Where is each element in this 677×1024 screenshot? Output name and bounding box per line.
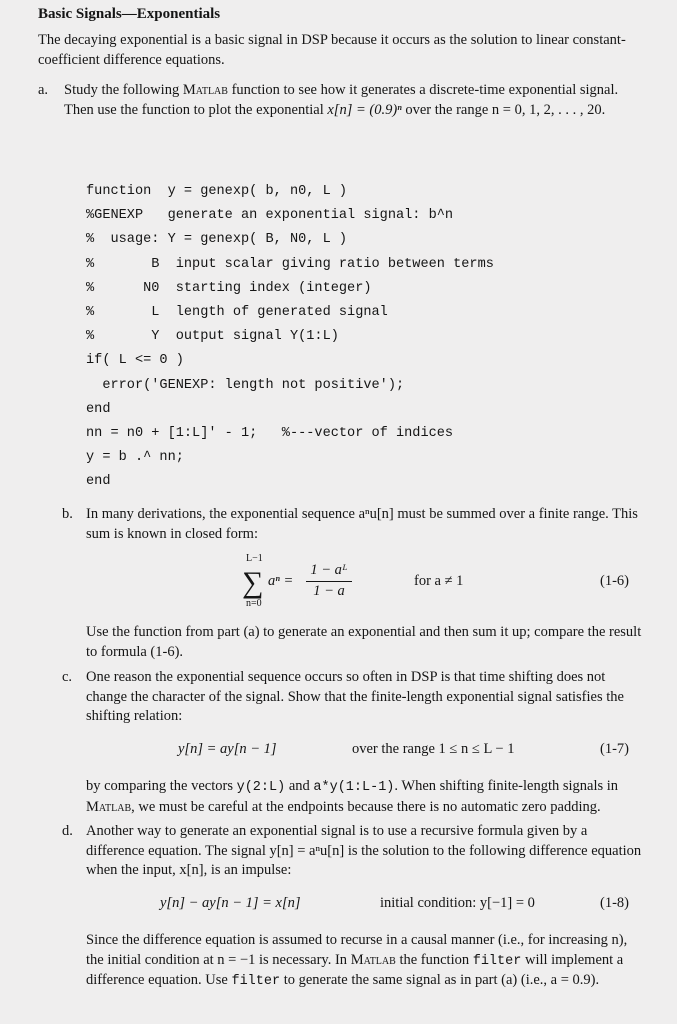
part-c-after: by comparing the vectors y(2:L) and a*y(1:L-1). When shifting finite-length signals in Matlab, we must be careful at the endpoints because there is no automatic zero padding. [86,778,619,815]
part-a-text: Study the following Matlab function to see how it generates a discrete-time exponential signal. Then use the function to plot the exponential x[n] = (0.9)ⁿ over the range n = 0, 1, 2, . . . , 20. [64,82,619,118]
code-line: % B input scalar giving ratio between terms [86,256,494,272]
part-d-label: d. [62,823,73,839]
code-line: %GENEXP generate an exponential signal: b^n [86,208,454,224]
equation-range: over the range 1 ≤ n ≤ L − 1 [352,741,515,757]
initial-condition: initial condition: y[−1] = 0 [380,895,535,911]
sum-term: aⁿ = [268,573,294,589]
part-b-text: In many derivations, the exponential sequence aⁿu[n] must be summed over a finite range. This sum is known in closed form: [86,506,638,542]
code-line: nn = n0 + [1:L]' - 1; %---vector of indices [86,426,454,442]
code-line: % Y output signal Y(1:L) [86,329,339,345]
equation-1-7: y[n] = ay[n − 1] [178,741,277,757]
sum-symbol: ∑ [242,566,264,599]
code-line: % N0 starting index (integer) [86,280,372,296]
intro-paragraph: The decaying exponential is a basic signal in DSP because it occurs as the solution to linear constant-coefficient difference equations. [38,32,626,68]
equation-number-1-8: (1-8) [600,895,629,911]
fraction-denominator: 1 − a [313,583,345,599]
equation-condition: for a ≠ 1 [414,573,464,589]
part-a-label: a. [38,82,49,98]
code-line: error('GENEXP: length not positive'); [86,377,405,393]
part-c-label: c. [62,669,73,685]
part-d-text: Another way to generate an exponential signal is to use a recursive formula given by a difference equation. The signal y[n] = aⁿu[n] is the solution to the following difference equation when the input, x[n], is an impulse: [86,823,642,878]
sum-lower-limit: n=0 [246,598,262,609]
part-b-after: Use the function from part (a) to generate an exponential and then sum it up; compare the result to formula (1-6). [86,624,642,660]
code-line: function y = genexp( b, n0, L ) [86,184,348,199]
equation-number-1-7: (1-7) [600,741,629,757]
code-listing [86,180,494,495]
fraction-bar [306,581,352,582]
sum-upper-limit: L−1 [246,553,263,564]
code-line: % L length of generated signal [86,305,388,321]
equation-number-1-6: (1-6) [600,573,629,589]
part-d-after: Since the difference equation is assumed to recurse in a causal manner (i.e., for increasing n), the initial condition at n = −1 is necessary. In Matlab the function filter will implement a difference equation. Use filter to generate the same signal as in part (a) (i.e., a = 0.9). [86,932,628,989]
part-b-label: b. [62,506,73,522]
code-line: y = b .^ nn; [86,450,184,466]
equation-1-8: y[n] − ay[n − 1] = x[n] [160,895,301,911]
section-title: Basic Signals—Exponentials [38,6,221,22]
code-line: end [86,474,111,490]
part-c-text: One reason the exponential sequence occurs so often in DSP is that time shifting does not change the character of the signal. Show that the finite-length exponential signal satisfies the shifting relation: [86,669,624,724]
code-line: % usage: Y = genexp( B, N0, L ) [86,232,348,248]
fraction-numerator: 1 − aᴸ [310,562,348,578]
code-line: end [86,401,111,417]
code-line: if( L <= 0 ) [86,353,184,369]
